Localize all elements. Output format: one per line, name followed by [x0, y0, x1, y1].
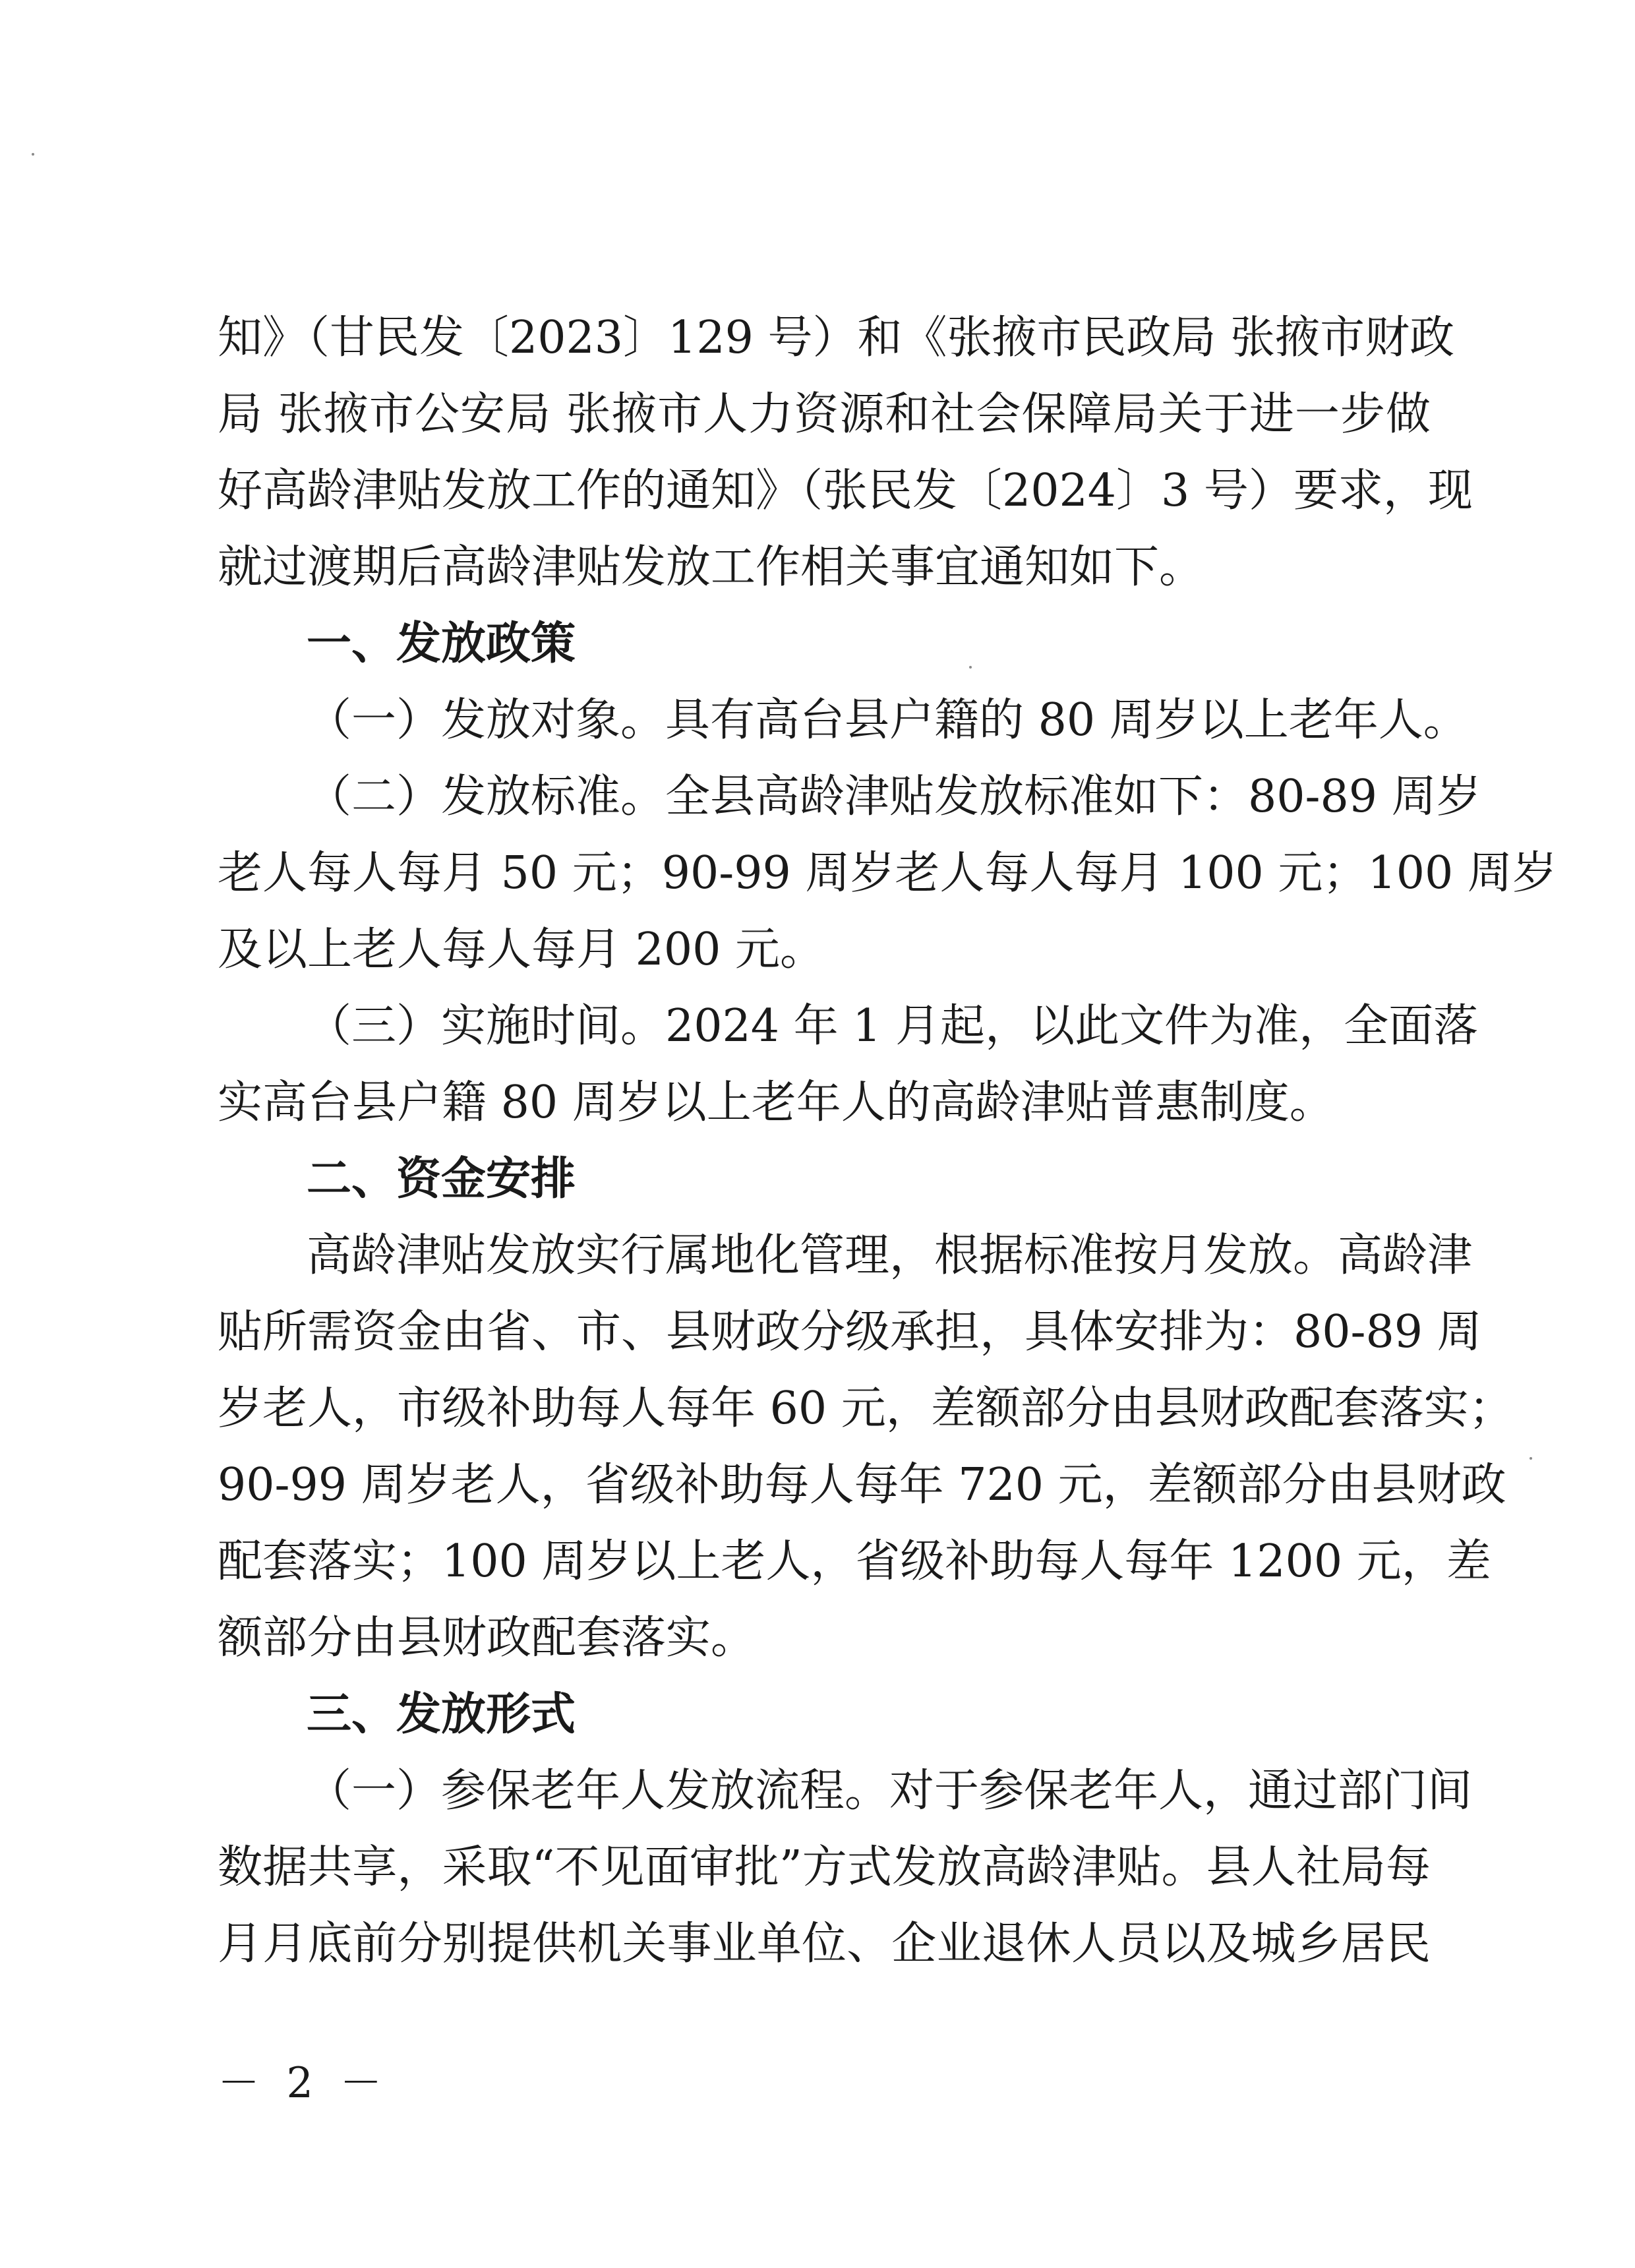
- body-line: 知》（甘民发〔2023〕129 号）和《张掖市民政局 张掖市财政: [218, 312, 1455, 364]
- body-line: 实高台县户籍 80 周岁以上老年人的高龄津贴普惠制度。: [218, 1077, 1334, 1129]
- body-line: 贴所需资金由省、市、县财政分级承担，具体安排为：80-89 周: [218, 1306, 1482, 1358]
- body-line: （一）发放对象。具有高台县户籍的 80 周岁以上老年人。: [307, 694, 1468, 746]
- body-line: 高龄津贴发放实行属地化管理，根据标准按月发放。高龄津: [307, 1230, 1473, 1282]
- body-line: 数据共享，采取“不见面审批”方式发放高龄津贴。县人社局每: [218, 1841, 1431, 1894]
- body-line: 月月底前分别提供机关事业单位、企业退休人员以及城乡居民: [218, 1918, 1431, 1970]
- scan-speck: [1530, 1457, 1532, 1460]
- body-line: 岁老人，市级补助每人每年 60 元，差额部分由县财政配套落实；: [218, 1383, 1514, 1435]
- scan-speck: [32, 153, 34, 156]
- body-line: 老人每人每月 50 元；90-99 周岁老人每人每月 100 元；100 周岁: [218, 847, 1557, 899]
- body-line: 额部分由县财政配套落实。: [218, 1612, 756, 1664]
- section-heading-1: 一、发放政策: [307, 618, 576, 670]
- body-line: （二）发放标准。全县高龄津贴发放标准如下：80-89 周岁: [307, 771, 1481, 823]
- body-line: 就过渡期后高龄津贴发放工作相关事宜通知如下。: [218, 541, 1204, 593]
- body-line: 90-99 周岁老人，省级补助每人每年 720 元，差额部分由县财政: [218, 1459, 1506, 1511]
- body-line: 配套落实；100 周岁以上老人，省级补助每人每年 1200 元，差: [218, 1536, 1491, 1588]
- body-line: 及以上老人每人每月 200 元。: [218, 924, 825, 976]
- page-number: － 2 －: [218, 2059, 389, 2108]
- section-heading-2: 二、资金安排: [307, 1153, 576, 1205]
- body-line: （三）实施时间。2024 年 1 月起，以此文件为准，全面落: [307, 1000, 1479, 1052]
- scan-speck: [969, 666, 972, 669]
- body-line: （一）参保老年人发放流程。对于参保老年人，通过部门间: [307, 1765, 1473, 1817]
- body-line: 好高龄津贴发放工作的通知》（张民发〔2024〕3 号）要求，现: [218, 465, 1473, 517]
- section-heading-3: 三、发放形式: [307, 1688, 576, 1741]
- body-line: 局 张掖市公安局 张掖市人力资源和社会保障局关于进一步做: [218, 388, 1431, 440]
